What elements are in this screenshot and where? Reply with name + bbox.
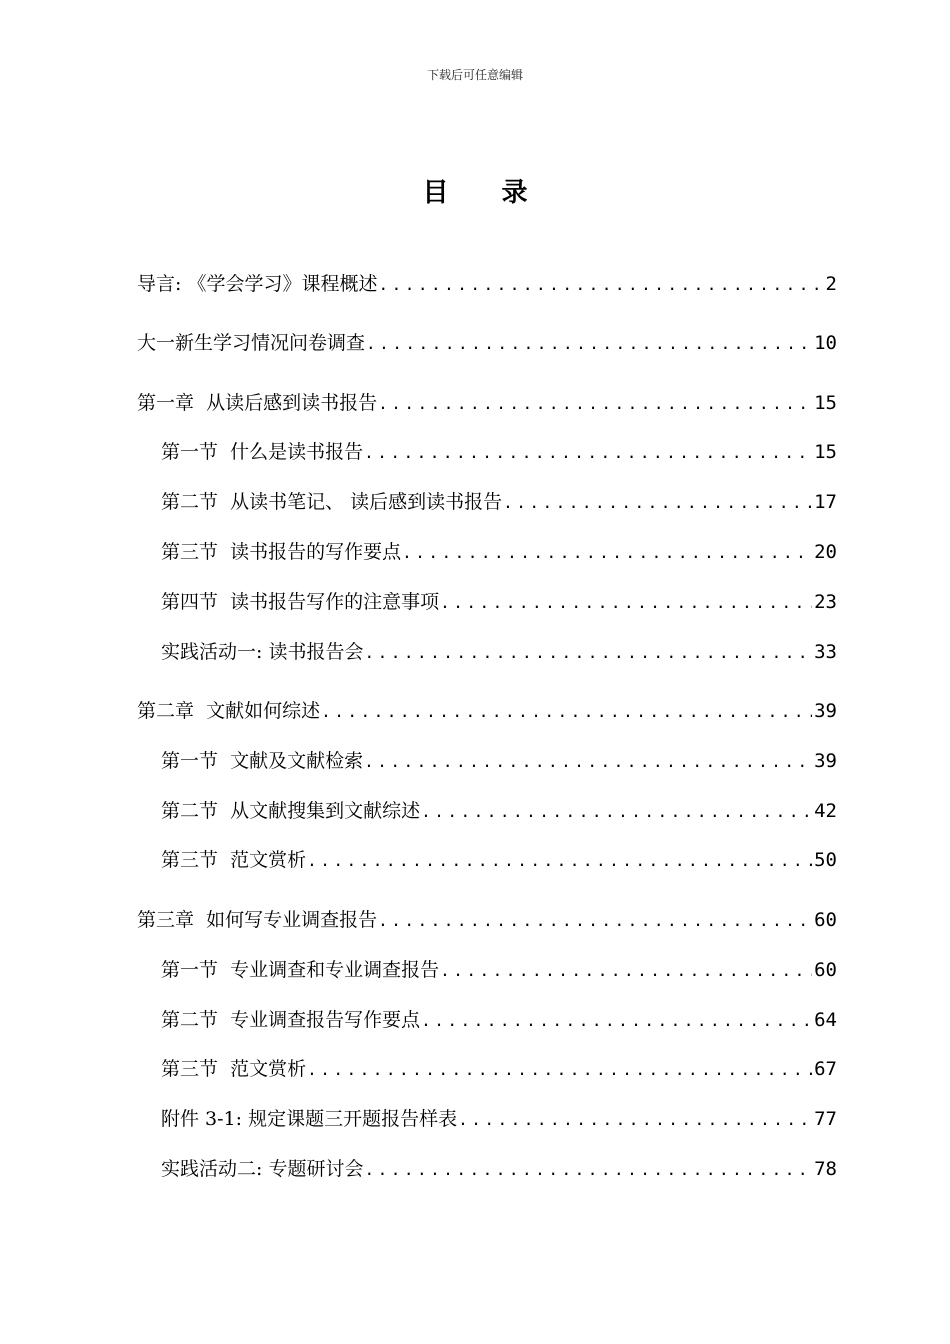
toc-entry-label: 导言: 《学会学习》课程概述: [137, 273, 378, 295]
toc-entry-page: 39: [814, 700, 837, 722]
toc-entry-page: 78: [814, 1158, 837, 1180]
toc-entry-label: 第三节 范文赏析: [161, 849, 307, 871]
toc-entry-label: 实践活动一: 读书报告会: [161, 641, 364, 663]
toc-entry-page: 77: [814, 1108, 837, 1130]
toc-entry-label: 实践活动二: 专题研讨会: [161, 1158, 364, 1180]
toc-entry-label: 第三节 范文赏析: [161, 1058, 307, 1080]
toc-entry-label: 第一节 什么是读书报告: [161, 441, 364, 463]
toc-entry-ch3-sec2[interactable]: [161, 1006, 837, 1034]
toc-entry-page: 33: [814, 641, 837, 663]
toc-entry-chapter-3[interactable]: [137, 906, 837, 934]
toc-entry-page: 60: [814, 959, 837, 981]
toc-entry-label: 第二节 从读书笔记、 读后感到读书报告: [161, 491, 503, 513]
toc-entry-page: 67: [814, 1058, 837, 1080]
header-note: 下载后可任意编辑: [426, 68, 523, 82]
toc-entry-label: 附件 3-1: 规定课题三开题报告样表: [161, 1108, 458, 1130]
toc-leader-dots: [364, 439, 812, 467]
toc-entry-appendix-3-1[interactable]: [161, 1105, 837, 1133]
toc-entry-page: 2: [825, 273, 837, 295]
toc-entry-page: 10: [814, 332, 837, 354]
toc-entry-practice-2[interactable]: [161, 1155, 837, 1183]
toc-entry-practice-1[interactable]: [161, 638, 837, 666]
toc-entry-page: 39: [814, 750, 837, 772]
toc-entry-label: 第三章 如何写专业调查报告: [137, 909, 378, 931]
toc-entry-page: 42: [814, 800, 837, 822]
toc-leader-dots: [458, 1106, 812, 1134]
toc-leader-dots: [307, 847, 812, 875]
toc-entry-ch2-sec1[interactable]: [161, 747, 837, 775]
toc-entry-ch3-sec1[interactable]: [161, 956, 837, 984]
toc-leader-dots: [421, 798, 812, 826]
toc-entry-ch1-sec1[interactable]: [161, 438, 837, 466]
toc-entry-chapter-1[interactable]: [137, 389, 837, 417]
toc-entry-ch1-sec3[interactable]: [161, 538, 837, 566]
toc-entry-label: 第一节 文献及文献检索: [161, 750, 364, 772]
toc-entry-page: 64: [814, 1009, 837, 1031]
toc-leader-dots: [440, 957, 812, 985]
toc-leader-dots: [402, 539, 812, 567]
toc-leader-dots: [307, 1056, 812, 1084]
toc-entry-page: 15: [814, 441, 837, 463]
toc-entry-label: 第一章 从读后感到读书报告: [137, 392, 378, 414]
toc-entry-label: 大一新生学习情况问卷调查: [137, 332, 366, 354]
toc-entry-label: 第二章 文献如何综述: [137, 700, 321, 722]
toc-entry-survey[interactable]: [137, 329, 837, 357]
toc-entry-chapter-2[interactable]: [137, 697, 837, 725]
toc-entry-label: 第四节 读书报告写作的注意事项: [161, 591, 440, 613]
toc-entry-ch1-sec4[interactable]: [161, 588, 837, 616]
toc-leader-dots: [440, 589, 812, 617]
toc-leader-dots: [378, 390, 812, 418]
toc-entry-page: 23: [814, 591, 837, 613]
toc-entry-intro[interactable]: [137, 270, 837, 298]
toc-entry-ch2-sec3[interactable]: [161, 846, 837, 874]
toc-entry-page: 50: [814, 849, 837, 871]
toc-leader-dots: [364, 639, 812, 667]
toc-entry-label: 第三节 读书报告的写作要点: [161, 541, 402, 563]
toc-leader-dots: [364, 1156, 812, 1184]
toc-leader-dots: [364, 748, 812, 776]
toc-leader-dots: [421, 1007, 812, 1035]
toc-entry-label: 第一节 专业调查和专业调查报告: [161, 959, 440, 981]
toc-entry-ch1-sec2[interactable]: [161, 488, 837, 516]
toc-entry-page: 20: [814, 541, 837, 563]
toc-leader-dots: [321, 698, 812, 726]
toc-leader-dots: [378, 271, 823, 299]
toc-entry-ch3-sec3[interactable]: [161, 1055, 837, 1083]
toc-entry-ch2-sec2[interactable]: [161, 797, 837, 825]
toc-leader-dots: [366, 330, 812, 358]
toc-entry-page: 17: [814, 491, 837, 513]
toc-leader-dots: [503, 489, 812, 517]
toc-title: 目 录: [422, 178, 550, 208]
toc-entry-label: 第二节 从文献搜集到文献综述: [161, 800, 421, 822]
toc-entry-page: 60: [814, 909, 837, 931]
toc-entry-label: 第二节 专业调查报告写作要点: [161, 1009, 421, 1031]
toc-entry-page: 15: [814, 392, 837, 414]
toc-leader-dots: [378, 907, 812, 935]
